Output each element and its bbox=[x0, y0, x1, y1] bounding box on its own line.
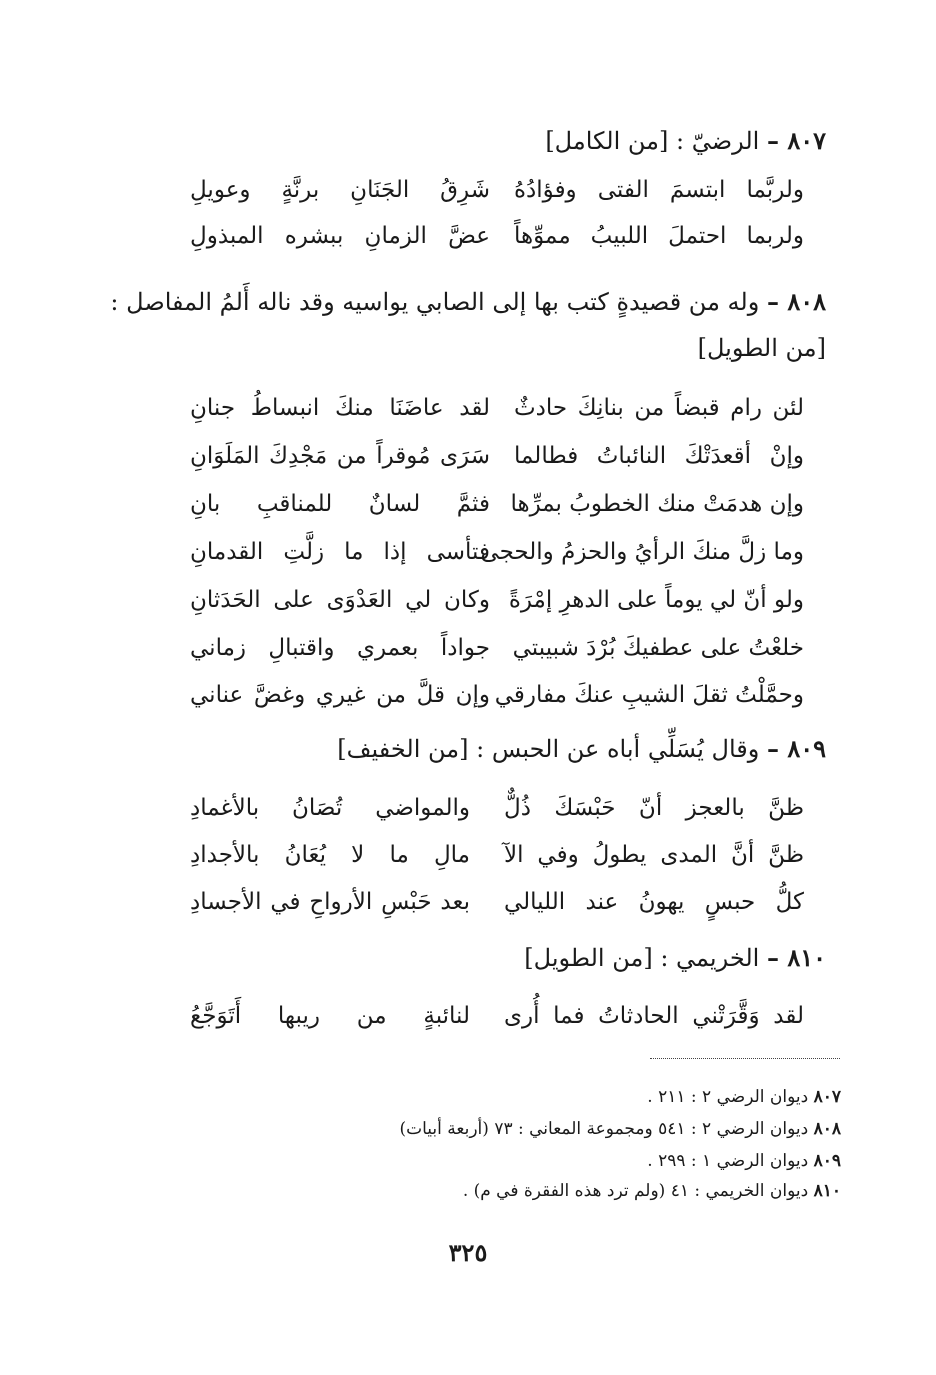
verse-first-hemistich: لقد وَقَّرَتْني الحادثاتُ فما أُرى bbox=[504, 1003, 804, 1029]
entry-808-meter bbox=[80, 332, 826, 364]
footnote-text: ديوان الرضي ١ : ٢٩٩ . bbox=[647, 1151, 809, 1171]
entry-intro: الرضيّ : [من الكامل] bbox=[545, 127, 760, 155]
verse-line bbox=[190, 578, 804, 622]
footnote bbox=[647, 1084, 841, 1110]
footnote bbox=[647, 1148, 841, 1174]
verse-first-hemistich: ولو أنّ لي يوماً على الدهرِ إمْرَةً bbox=[508, 587, 804, 613]
verse-second-hemistich: عضَّ الزمانِ ببشره المبذولِ bbox=[190, 223, 490, 249]
entry-809-heading bbox=[80, 733, 826, 765]
verse-line bbox=[190, 214, 804, 258]
verse-second-hemistich: مالِ ما لا يُعَانُ بالأجدادِ bbox=[190, 842, 470, 868]
verse-first-hemistich: وما زلَّ منكَ الرأيُ والحزمُ والحجى bbox=[480, 539, 804, 565]
verse-first-hemistich: لئن رام قبضاً من بنانِكَ حادثٌ bbox=[514, 395, 804, 421]
verse-second-hemistich: سَرَى مُوقراً من مَجْدِكَ المَلَوَانِ bbox=[190, 443, 490, 469]
verse-line bbox=[190, 880, 804, 924]
entry-808-heading bbox=[90, 286, 826, 318]
footnote-separator bbox=[650, 1058, 840, 1059]
verse-line bbox=[190, 626, 804, 670]
verse-first-hemistich: كلُّ حبسٍ يهونُ عند الليالي bbox=[504, 889, 804, 915]
entry-810-heading bbox=[80, 942, 826, 974]
verse-first-hemistich: ظنَّ أنَّ المدى يطولُ وفي الآ bbox=[504, 842, 804, 868]
page-number: ٣٢٥ bbox=[448, 1238, 488, 1267]
meter-label: [من الطويل] bbox=[697, 334, 826, 362]
verse-second-hemistich: وإن قلَّ من غيري وغضَّ عناني bbox=[190, 682, 490, 708]
verse-first-hemistich: وإنْ أقعدَتْكَ النائباتُ فطالما bbox=[514, 443, 804, 469]
verse-second-hemistich: لنائبةٍ من ريبها أَتَوَجَّعُ bbox=[190, 1003, 470, 1029]
verse-second-hemistich: بعد حَبْسِ الأرواحِ في الأجسادِ bbox=[190, 889, 470, 915]
footnote-number: ٨٠٩ bbox=[813, 1151, 841, 1171]
verse-first-hemistich: ولربما احتملَ اللبيبُ مموِّهاً bbox=[514, 223, 804, 249]
verse-line bbox=[190, 386, 804, 430]
footnote bbox=[463, 1178, 841, 1204]
entry-number: ٨١٠ – bbox=[766, 943, 826, 972]
entry-intro: وله من قصيدةٍ كتب بها إلى الصابي يواسيه وقد ناله أَلمُ المفاصل : bbox=[110, 288, 760, 316]
verse-first-hemistich: خلعْتُ على عطفيكَ بُرْدَ شبيبتي bbox=[512, 635, 804, 661]
verse-second-hemistich: جواداً بعمري واقتبالِ زماني bbox=[190, 635, 490, 661]
verse-second-hemistich: وكان لي العَدْوَى على الحَدَثانِ bbox=[190, 587, 490, 613]
verse-second-hemistich: فثمَّ لسانٌ للمناقبِ بانِ bbox=[190, 491, 490, 517]
entry-number: ٨٠٩ – bbox=[766, 734, 826, 763]
verse-second-hemistich: شَرِقُ الجَنَانِ برنَّةٍ وعويلِ bbox=[190, 177, 490, 203]
entry-number: ٨٠٧ – bbox=[766, 126, 826, 155]
footnote-text: ديوان الرضي ٢ : ٥٤١ ومجموعة المعاني : ٧٣ (أربعة أبيات) bbox=[399, 1119, 809, 1139]
footnote-number: ٨٠٨ bbox=[813, 1119, 841, 1139]
verse-line bbox=[190, 168, 804, 212]
entry-intro: وقال يُسَلِّي أباه عن الحبس : [من الخفيف] bbox=[337, 735, 760, 763]
footnote-text: ديوان الرضي ٢ : ٢١١ . bbox=[647, 1087, 809, 1107]
verse-second-hemistich: والمواضي تُصَانُ بالأغمادِ bbox=[190, 795, 470, 821]
verse-line bbox=[190, 786, 804, 830]
verse-line bbox=[190, 530, 804, 574]
entry-intro: الخريمي : [من الطويل] bbox=[524, 944, 760, 972]
verse-first-hemistich: وحمَّلْتُ ثقلَ الشيبِ عنكَ مفارقي bbox=[494, 682, 804, 708]
verse-line bbox=[190, 994, 804, 1038]
verse-second-hemistich: فتأسى إذا ما زلَّتِ القدمانِ bbox=[190, 539, 490, 565]
footnote bbox=[399, 1116, 841, 1142]
verse-line bbox=[190, 434, 804, 478]
verse-line bbox=[190, 833, 804, 877]
footnote-number: ٨٠٧ bbox=[813, 1087, 841, 1107]
verse-line bbox=[190, 482, 804, 526]
verse-first-hemistich: وإن هدمَتْ منك الخطوبُ بمرِّها bbox=[510, 491, 804, 517]
verse-first-hemistich: ظنَّ بالعجز أنّ حَبْسَكَ ذُلٌّ bbox=[504, 795, 804, 821]
entry-807-heading bbox=[80, 125, 826, 157]
verse-line bbox=[190, 673, 804, 717]
footnote-text: ديوان الخريمي : ٤١ (ولم ترد هذه الفقرة في م) . bbox=[462, 1181, 809, 1201]
entry-number: ٨٠٨ – bbox=[766, 287, 826, 316]
footnote-number: ٨١٠ bbox=[813, 1181, 841, 1201]
verse-second-hemistich: لقد عاضَنَا منكَ انبساطُ جنانِ bbox=[190, 395, 490, 421]
verse-first-hemistich: ولربَّما ابتسمَ الفتى وفؤادُهُ bbox=[514, 177, 804, 203]
